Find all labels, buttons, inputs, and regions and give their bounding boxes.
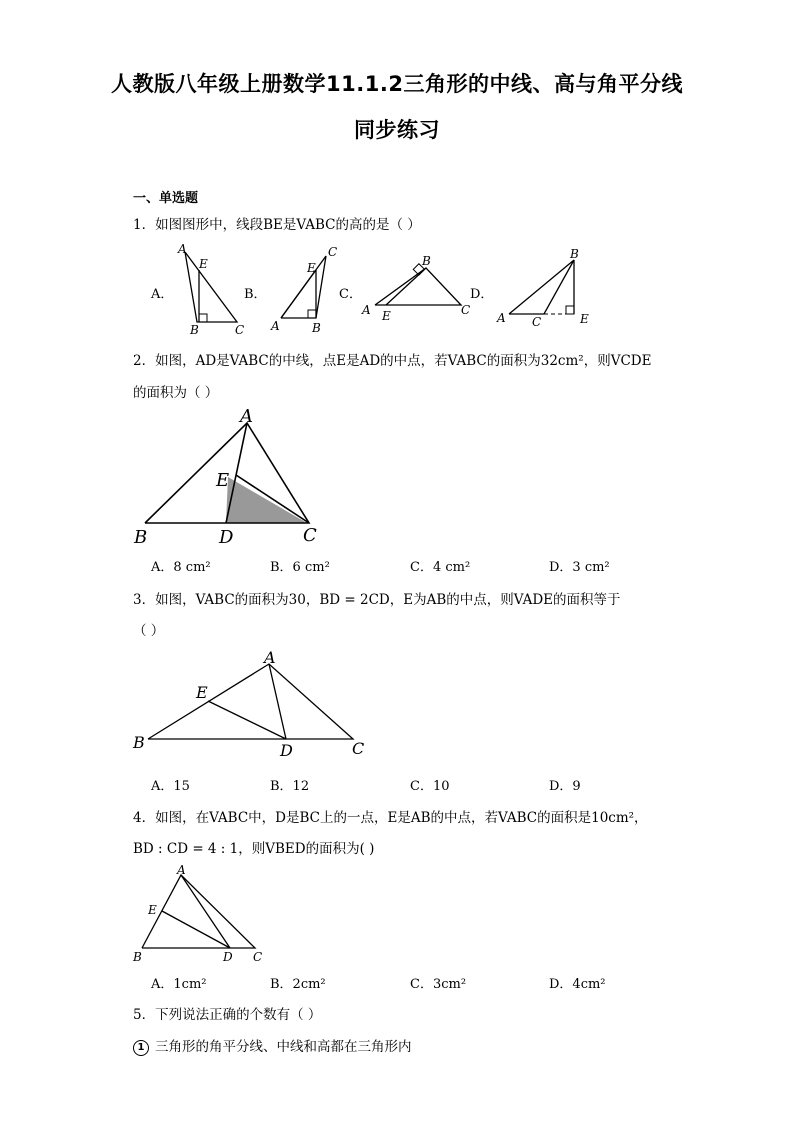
question-2-line-2: 的面积为（ ） [133,385,219,401]
label-c: C [253,950,263,964]
label-e: E [580,312,589,326]
label-b: B [570,247,579,261]
question-1-text: 1．如图图形中，线段BE是VABC的高的是（ ） [133,217,421,233]
label-e: E [196,683,208,702]
section-heading: 一、单选题 [133,191,199,206]
q1-figure-c [358,250,478,325]
label-e: E [199,257,208,271]
question-5-text: 5．下列说法正确的个数有（ ） [133,1007,322,1023]
q4-option-c: C．3cm² [410,977,467,992]
circled-number: 1 [133,1040,149,1056]
q1-option-d-label: D． [470,287,494,302]
question-3-line-1: 3．如图，VABC的面积为30，BD = 2CD，E为AB的中点，则VADE的面积等于 [133,592,621,608]
q2-figure [128,405,338,550]
label-a: A [178,242,187,256]
q4-figure [128,860,278,970]
label-d: D [219,527,234,548]
label-c: C [461,303,471,317]
q4-option-b: B．2cm² [270,977,326,992]
page-subtitle: 同步练习 [354,118,440,142]
label-e: E [307,261,316,275]
label-b: B [190,323,199,337]
label-a: A [362,303,371,317]
label-a: A [264,648,276,667]
label-c: C [235,323,245,337]
question-3-line-2: （ ） [133,623,165,639]
label-c: C [328,245,338,259]
question-4-line-2: BD : CD = 4 : 1，则VBED的面积为( ) [133,841,375,857]
page-title: 人教版八年级上册数学11.1.2三角形的中线、高与角平分线 [111,72,683,96]
q1-option-b-label: B． [244,287,267,302]
label-c: C [532,315,542,329]
q1-option-c-label: C． [339,287,362,302]
q2-option-d: D．3 cm² [549,560,610,575]
label-c: C [352,739,365,758]
q1-option-a-label: A． [151,287,174,302]
label-e: E [216,470,230,491]
q2-option-b: B．6 cm² [270,560,330,575]
label-a: A [271,319,280,333]
label-a: A [497,311,506,325]
q3-option-a: A．15 [151,779,190,794]
q1-figure-d [494,246,604,336]
q3-figure [128,645,378,765]
question-2-line-1: 2．如图，AD是VABC的中线，点E是AD的中点，若VABC的面积为32cm²，则VCDE [133,353,652,369]
q3-option-d: D．9 [549,779,581,794]
q1-figure-b [268,240,348,340]
q2-option-c: C．4 cm² [410,560,471,575]
label-d: D [280,741,293,760]
label-b: B [133,733,145,752]
q2-option-a: A．8 cm² [151,560,211,575]
q1-figure-a [170,240,250,340]
label-b: B [312,321,321,335]
q5-item-1 [133,1035,412,1056]
q4-option-d: D．4cm² [549,977,606,992]
q3-option-b: B．12 [270,779,310,794]
label-a: A [177,863,186,877]
label-a: A [240,406,253,427]
question-4-line-1: 4．如图，在VABC中，D是BC上的一点，E是AB的中点，若VABC的面积是10cm²， [133,810,648,826]
q4-option-a: A．1cm² [151,977,207,992]
label-e: E [382,309,391,323]
q5-item-1-text: 三角形的角平分线、中线和高都在三角形内 [155,1039,412,1055]
label-c: C [303,525,317,546]
label-b: B [422,254,431,268]
label-e: E [148,903,157,917]
q3-option-c: C．10 [410,779,450,794]
label-d: D [223,950,233,964]
label-b: B [134,527,148,548]
label-b: B [133,950,142,964]
